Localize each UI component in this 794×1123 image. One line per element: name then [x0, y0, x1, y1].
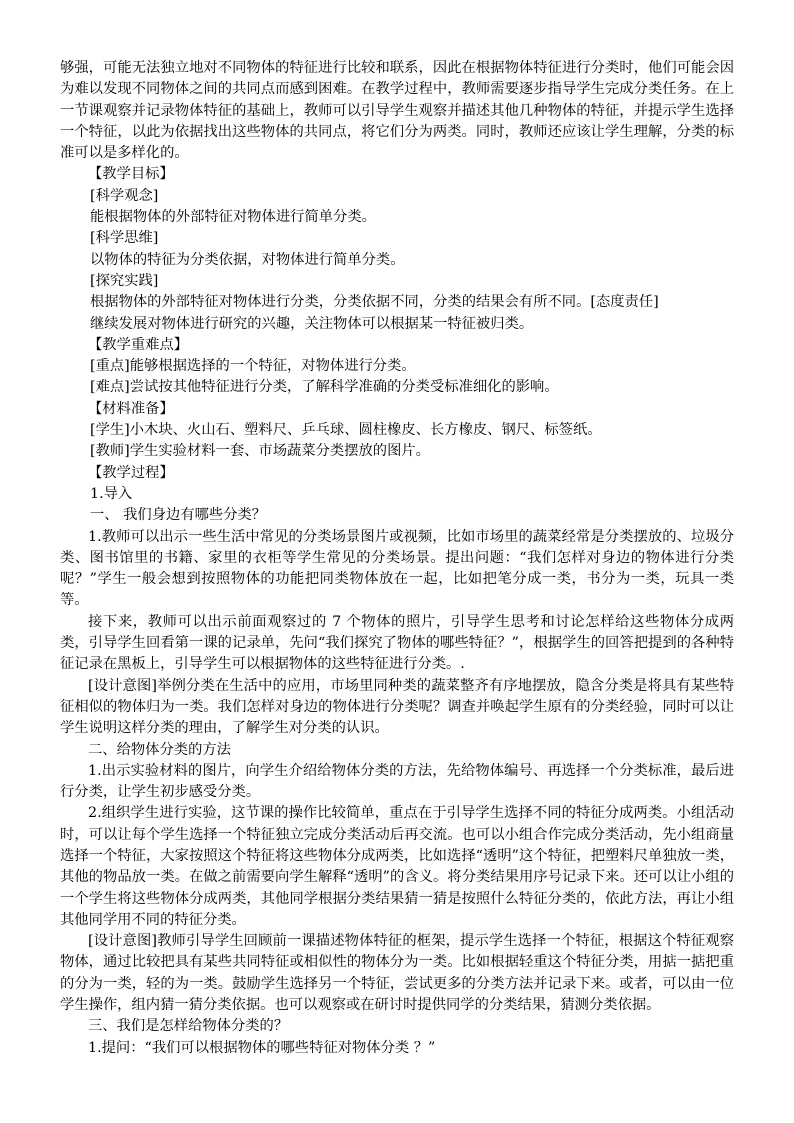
section-one-paragraph-1: 1.教师可以出示一些生活中常见的分类场景图片或视频，比如市场里的蔬菜经常是分类摆放的、垃圾分类、图书馆里的书籍、家里的衣柜等学生常见的分类场景。提出问题：“我们怎样对身边的物体进行分类呢？”学生一般会想到按照物体的功能把同类物体放在一起，比如把笔分成一类，书分为一类，玩具一类等。 — [60, 528, 734, 609]
heading-key-difficult-points: 【教学重难点】 — [88, 336, 189, 353]
heading-materials: 【材料准备】 — [88, 400, 174, 417]
section-three-title: 三、我们是怎样给物体分类的？ — [88, 1018, 289, 1035]
intro-paragraph: 够强，可能无法独立地对不同物体的特征进行比较和联系，因此在根据物体特征进行分类时，他们可能会因为难以发现不同物体之间的共同点而感到困难。在教学过程中，教师需要逐步指导学生完成分类任务。在上一节课观察并记录物体特征的基础上，教师可以引导学生观察并描述其他几种物体的特征，并提示学生选择一个特征，以此为依据找出这些物体的共同点，将它们分为两类。同时，教师还应该让学生理解，分类的标准可以是多样化的。 — [60, 60, 734, 162]
section-two-title: 二、给物体分类的方法 — [88, 741, 231, 758]
section-one-title: 一、 我们身边有哪些分类？ — [90, 507, 267, 524]
goal-science-concept: 能根据物体的外部特征对物体进行简单分类。 — [90, 209, 376, 226]
goal-attitude-responsibility: 继续发展对物体进行研究的兴趣，关注物体可以根据某一特征被归类。 — [90, 315, 534, 332]
goal-inquiry-practice: 根据物体的外部特征对物体进行分类，分类依据不同，分类的结果会有所不同。[态度责任] — [90, 294, 659, 311]
step-introduction: 1.导入 — [90, 485, 133, 502]
document-page — [60, 58, 734, 1059]
section-one-paragraph-2: 接下来，教师可以出示前面观察过的 7 个物体的照片，引导学生思考和讨论怎样给这些物体分成两类，引导学生回看第一课的记录单，先问“我们探究了物体的哪些特征？”，根据学生的回答把提到的各种特征记录在黑板上，引导学生可以根据物体的这些特征进行分类。. — [60, 613, 734, 673]
key-point: [重点]能够根据选择的一个特征，对物体进行分类。 — [90, 358, 416, 375]
subheading-inquiry-practice: [探究实践] — [90, 272, 159, 289]
subheading-science-thinking: [科学思维] — [90, 230, 159, 247]
design-intent-1: [设计意图]举例分类在生活中的应用，市场里同种类的蔬菜整齐有序地摆放，隐含分类是将具有某些特征相似的物体归为一类。我们怎样对身边的物体进行分类呢？调查并唤起学生原有的分类经验，同时可以让学生说明这样分类的理由，了解学生对分类的认识。 — [60, 677, 734, 737]
subheading-science-concept: [科学观念] — [90, 187, 159, 204]
heading-teaching-goals: 【教学目标】 — [88, 166, 174, 183]
difficult-point: [难点]尝试按其他特征进行分类，了解科学准确的分类受标准细化的影响。 — [90, 379, 559, 396]
materials-teacher: [教师]学生实验材料一套、市场蔬菜分类摆放的图片。 — [90, 443, 430, 460]
heading-teaching-process: 【教学过程】 — [88, 464, 174, 481]
section-two-paragraph-2: 2.组织学生进行实验，这节课的操作比较简单，重点在于引导学生选择不同的特征分成两类。小组活动时，可以让每个学生选择一个特征独立完成分类活动后再交流。也可以小组合作完成分类活动，先小组商量选择一个特征，大家按照这个特征将这些物体分成两类，比如选择“透明”这个特征，把塑料尺单独放一类，其他的物品放一类。在做之前需要向学生解释“透明”的含义。将分类结果用序号记录下来。还可以让小组的一个学生将这些物体分成两类，其他同学根据分类结果猜一猜是按照什么特征分类的，依此方法，再让小组其他同学用不同的特征分类。 — [60, 805, 734, 928]
section-two-paragraph-1: 1.出示实验材料的图片，向学生介绍给物体分类的方法，先给物体编号、再选择一个分类标准，最后进行分类，让学生初步感受分类。 — [60, 762, 734, 801]
goal-science-thinking: 以物体的特征为分类依据，对物体进行简单分类。 — [90, 251, 405, 268]
materials-students: [学生]小木块、火山石、塑料尺、乒乓球、圆柱橡皮、长方橡皮、钢尺、标签纸。 — [90, 422, 602, 439]
design-intent-2: [设计意图]教师引导学生回顾前一课描述物体特征的框架，提示学生选择一个特征，根据这个特征观察物体，通过比较把具有某些共同特征或相似性的物体分为一类。比如根据轻重这个特征分类，用掂一掂把重的分为一类，轻的为一类。鼓励学生选择另一个特征，尝试更多的分类方法并记录下来。或者，可以由一位学生操作，组内猜一猜分类依据。也可以观察或在研讨时提供同学的分类结果，猜测分类依据。 — [60, 933, 734, 1014]
section-three-paragraph-1: 1.提问：“我们可以根据物体的哪些特征对物体分类 ？” — [88, 1039, 436, 1056]
